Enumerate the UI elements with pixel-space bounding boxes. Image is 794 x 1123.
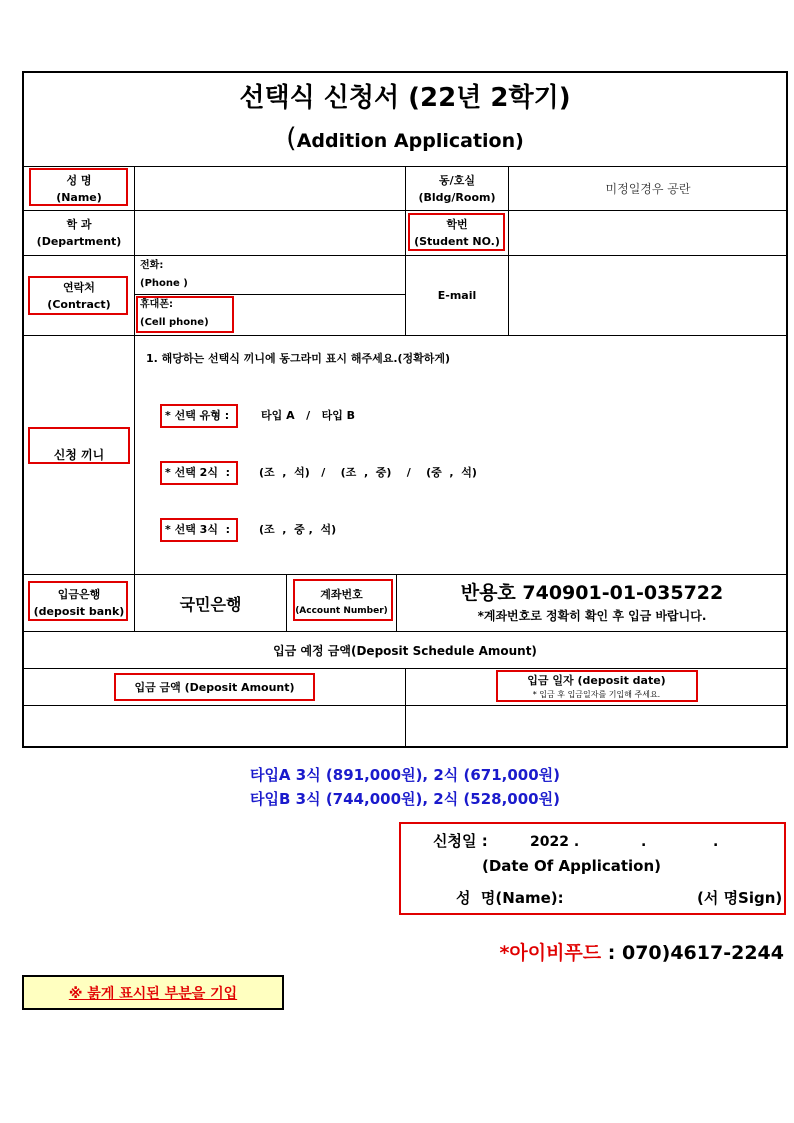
row-line [23,335,787,336]
meal-highlight [28,427,130,464]
subtitle-text: Addition Application) [296,130,524,152]
company-contact [430,938,784,968]
application-date-year[interactable]: 2022 . [530,834,580,850]
cell-phone-highlight [136,296,234,333]
bank-label: 입금은행 (deposit bank) [33,588,125,618]
company-name: *아이비푸드 [499,942,602,964]
phone-field[interactable] [140,257,400,293]
application-date-dot-2: . [713,834,719,850]
price-line-a: 타입A 3식 (891,000원), 2식 (671,000원) [249,766,561,784]
option-3meal-values[interactable]: (조 , 중 , 석) [259,523,337,536]
name-highlight [29,168,128,206]
contact-highlight [28,276,128,315]
form-title: 선택식 신청서 (22년 2학기) [239,83,571,113]
option-3meal-label: * 선택 3식 : [165,523,231,536]
option-type-label: * 선택 유형 : [165,409,230,422]
bank-highlight [28,581,128,621]
application-date-label: 신청일 : [433,832,488,850]
bldg-hint: 미정일경우 공란 [605,182,691,196]
bldg-label: 동/호실 (Bldg/Room) [418,173,496,204]
instruction-note-box [22,975,284,1010]
meal-label: 신청 끼니 [53,448,105,462]
student-no-highlight [408,213,505,251]
deposit-amount-input[interactable] [24,706,405,746]
department-label: 학 과 (Department) [36,218,122,248]
phone-label-kr: 전화: [140,260,164,271]
option-type-values[interactable]: 타입 A / 타입 B [261,409,356,422]
name-label: 성 명 (Name) [56,173,102,204]
deposit-date-highlight [496,670,698,702]
cell-label-kr: 휴대폰: [140,299,173,310]
deposit-schedule-label: 입금 예정 금액(Deposit Schedule Amount) [273,643,537,658]
student-no-input[interactable] [509,211,787,255]
name-input[interactable] [135,167,405,210]
account-label: 계좌번호 (Account Number) [295,588,388,616]
bank-value: 국민은행 [179,594,242,614]
price-info [140,763,670,811]
application-date-en: (Date Of Application) [482,857,662,875]
account-note: *계좌번호로 정확히 확인 후 입금 바랍니다. [477,609,707,623]
option-2meal-values[interactable]: (조 , 석) / (조 , 중) / (중 , 석) [259,466,477,479]
price-line-b: 타입B 3식 (744,000원), 2식 (528,000원) [250,790,560,808]
account-number: 반용호 740901-01-035722 [460,582,724,604]
option-type-highlight [160,404,238,428]
student-no-label: 학번 (Student NO.) [414,218,500,248]
option-2meal-highlight [160,461,238,485]
phone-label-en: (Phone ) [140,278,188,289]
deposit-date-label: 입금 일자 (deposit date) * 입금 후 입금일자를 기입해 주세요. [527,674,666,699]
account-highlight [293,579,393,621]
deposit-amount-highlight [114,673,315,701]
subtitle-paren: ( [286,123,297,154]
account-value [397,575,787,631]
department-input[interactable] [135,211,405,255]
bldg-input[interactable] [509,167,787,210]
deposit-amount-label: 입금 금액 (Deposit Amount) [134,680,295,694]
email-label: E-mail [437,289,477,302]
application-date-dot-1: . [641,834,647,850]
meal-instruction: 1. 해당하는 선택식 끼니에 동그라미 표시 해주세요.(정확하게) [146,352,451,365]
deposit-date-input[interactable] [406,706,787,746]
option-2meal-label: * 선택 2식 : [165,466,231,479]
instruction-note: ※ 붉게 표시된 부분을 기입 [68,985,238,1002]
form-subtitle [24,124,786,156]
row-line [134,294,405,295]
company-phone: : 070)4617-2244 [607,942,784,964]
cell-label-en: (Cell phone) [140,317,209,328]
email-input[interactable] [509,256,787,335]
signature-name-label[interactable]: 성 명(Name): [456,889,564,907]
contact-label: 연락처 (Contract) [47,280,111,311]
option-3meal-highlight [160,518,238,542]
signature-label[interactable]: (서 명Sign) [697,889,783,907]
